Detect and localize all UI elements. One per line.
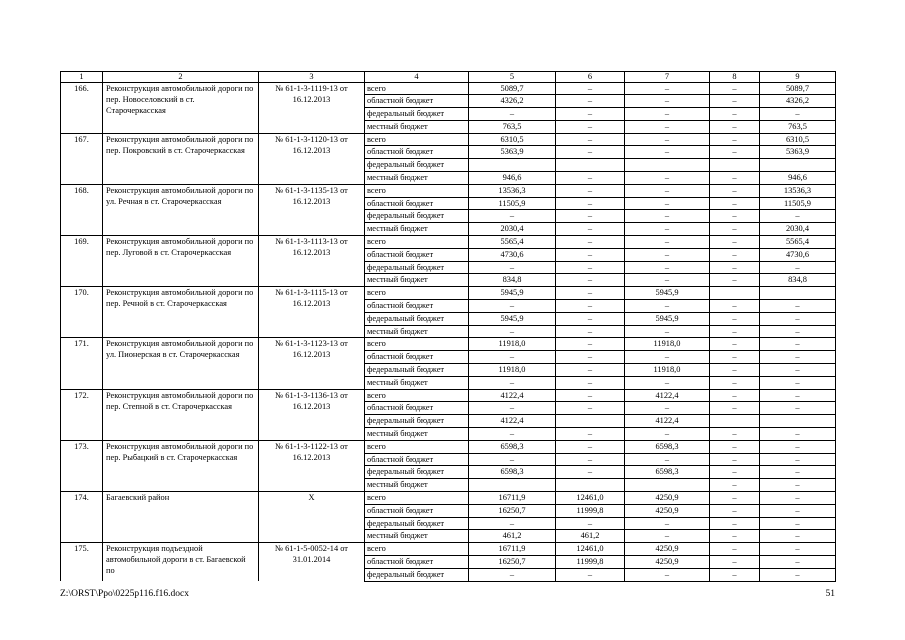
document-number: № 61-1-5-0052-14 от 31.01.2014 [259,543,365,581]
table-row [61,440,836,453]
value-cell: – [469,402,556,415]
value-cell: – [556,236,625,249]
value-cell: – [556,517,625,530]
funding-source: областной бюджет [365,146,469,159]
header-cell: 7 [625,72,710,83]
funding-source: местный бюджет [365,172,469,185]
funding-source: местный бюджет [365,274,469,287]
value-cell: – [556,312,625,325]
value-cell: – [760,210,836,223]
document-number: Х [259,492,365,543]
value-cell: – [625,108,710,121]
value-cell: – [710,95,760,108]
funding-source: местный бюджет [365,376,469,389]
value-cell: – [625,95,710,108]
table-row [61,184,836,197]
value-cell: – [469,568,556,581]
object-name: Реконструкция автомобильной дороги по ул. Речная в ст. Старочеркасская [103,184,259,235]
value-cell: 16250,7 [469,504,556,517]
value-cell: – [556,364,625,377]
value-cell [760,159,836,172]
header-row [61,72,836,83]
funding-source: федеральный бюджет [365,568,469,581]
value-cell: – [625,120,710,133]
value-cell: 16711,9 [469,543,556,556]
value-cell: – [625,197,710,210]
value-cell: – [556,440,625,453]
value-cell: 5089,7 [760,82,836,95]
value-cell: 6598,3 [469,440,556,453]
value-cell: – [556,568,625,581]
header-cell: 8 [710,72,760,83]
value-cell: – [710,300,760,313]
value-cell: – [556,95,625,108]
value-cell: – [556,184,625,197]
value-cell: – [760,440,836,453]
table-row [61,492,836,505]
value-cell: – [710,466,760,479]
table-row [61,236,836,249]
value-cell: – [469,517,556,530]
value-cell: – [710,389,760,402]
document-number: № 61-1-3-1135-13 от 16.12.2013 [259,184,365,235]
value-cell: – [760,479,836,492]
value-cell: 4122,4 [625,415,710,428]
value-cell: 2030,4 [760,223,836,236]
value-cell: – [556,133,625,146]
funding-source: местный бюджет [365,530,469,543]
value-cell: – [760,504,836,517]
row-number: 175. [61,543,103,581]
header-cell: 4 [365,72,469,83]
object-name: Реконструкция автомобильной дороги по пер. Покровский в ст. Старочеркасская [103,133,259,184]
value-cell: – [710,312,760,325]
value-cell: – [710,210,760,223]
value-cell: 6598,3 [625,440,710,453]
value-cell: – [710,236,760,249]
header-cell: 2 [103,72,259,83]
value-cell: – [556,146,625,159]
value-cell: – [710,517,760,530]
value-cell: – [556,376,625,389]
footer-file-path: Z:\ORST\Ppo\0225p116.f16.docx [60,589,189,599]
value-cell: 946,6 [760,172,836,185]
value-cell: – [760,300,836,313]
funding-source: всего [365,389,469,402]
value-cell: – [710,555,760,568]
value-cell [760,287,836,300]
value-cell: 4122,4 [469,389,556,402]
value-cell: 4326,2 [760,95,836,108]
funding-source: всего [365,287,469,300]
value-cell: – [625,530,710,543]
funding-source: областной бюджет [365,95,469,108]
table-row [61,543,836,556]
value-cell: 5363,9 [469,146,556,159]
value-cell [469,159,556,172]
value-cell: 11918,0 [469,338,556,351]
value-cell: 4250,9 [625,555,710,568]
value-cell: – [556,325,625,338]
value-cell: – [625,261,710,274]
value-cell: – [760,325,836,338]
funding-source: областной бюджет [365,197,469,210]
value-cell [710,287,760,300]
funding-source: всего [365,236,469,249]
value-cell: 4122,4 [469,415,556,428]
value-cell: – [556,274,625,287]
value-cell: – [710,440,760,453]
funding-source: областной бюджет [365,248,469,261]
value-cell: – [625,376,710,389]
value-cell: 2030,4 [469,223,556,236]
value-cell: 11999,8 [556,555,625,568]
value-cell: 834,8 [469,274,556,287]
value-cell: 4730,6 [469,248,556,261]
value-cell: – [760,389,836,402]
funding-source: всего [365,440,469,453]
document-number: № 61-1-3-1123-13 от 16.12.2013 [259,338,365,389]
value-cell: 13536,3 [469,184,556,197]
value-cell: – [710,184,760,197]
value-cell: 11505,9 [469,197,556,210]
value-cell: – [556,197,625,210]
value-cell: – [760,428,836,441]
value-cell: 4250,9 [625,492,710,505]
document-number: № 61-1-3-1113-13 от 16.12.2013 [259,236,365,287]
funding-source: федеральный бюджет [365,210,469,223]
object-name: Реконструкция автомобильной дороги по пер. Новоселовский в ст. Старочеркасская [103,82,259,133]
value-cell: – [710,172,760,185]
value-cell: 12461,0 [556,543,625,556]
value-cell: 5945,9 [625,312,710,325]
value-cell: – [760,402,836,415]
header-cell: 6 [556,72,625,83]
funding-source: областной бюджет [365,351,469,364]
funding-source: местный бюджет [365,479,469,492]
funding-source: федеральный бюджет [365,415,469,428]
value-cell: 5089,7 [469,82,556,95]
value-cell: – [760,466,836,479]
value-cell: – [625,517,710,530]
value-cell: 6310,5 [469,133,556,146]
value-cell: 5363,9 [760,146,836,159]
value-cell: – [710,453,760,466]
funding-source: всего [365,338,469,351]
value-cell: – [625,223,710,236]
value-cell: – [710,248,760,261]
value-cell: – [710,133,760,146]
value-cell: – [625,146,710,159]
funding-source: всего [365,82,469,95]
value-cell: – [760,492,836,505]
value-cell: – [556,210,625,223]
value-cell: – [710,504,760,517]
value-cell: – [760,108,836,121]
value-cell: – [625,568,710,581]
value-cell: 16250,7 [469,555,556,568]
value-cell: 6598,3 [469,466,556,479]
funding-source: всего [365,492,469,505]
value-cell: 5945,9 [625,287,710,300]
value-cell [625,159,710,172]
funding-source: областной бюджет [365,300,469,313]
value-cell: – [469,351,556,364]
value-cell: 763,5 [760,120,836,133]
row-number: 172. [61,389,103,440]
document-number: № 61-1-3-1119-13 от 16.12.2013 [259,82,365,133]
object-name: Реконструкция автомобильной дороги по пер. Речной в ст. Старочеркасская [103,287,259,338]
row-number: 174. [61,492,103,543]
value-cell: – [760,364,836,377]
value-cell: – [625,300,710,313]
value-cell: – [469,210,556,223]
document-number: № 61-1-3-1136-13 от 16.12.2013 [259,389,365,440]
value-cell: – [469,300,556,313]
value-cell: – [710,261,760,274]
funding-source: областной бюджет [365,402,469,415]
value-cell: 11918,0 [625,338,710,351]
value-cell: – [556,287,625,300]
value-cell: 4122,4 [625,389,710,402]
value-cell: – [760,543,836,556]
value-cell: – [710,492,760,505]
table-row [61,338,836,351]
table-row [61,389,836,402]
value-cell: – [556,389,625,402]
funding-source: областной бюджет [365,555,469,568]
object-name: Реконструкция автомобильной дороги по пер. Луговой в ст. Старочеркасская [103,236,259,287]
value-cell: – [625,248,710,261]
value-cell: – [710,376,760,389]
value-cell: 5565,4 [469,236,556,249]
value-cell: 4250,9 [625,543,710,556]
table-row [61,133,836,146]
row-number: 166. [61,82,103,133]
value-cell [710,159,760,172]
value-cell: – [469,453,556,466]
value-cell: – [710,568,760,581]
value-cell [625,479,710,492]
value-cell: 11918,0 [469,364,556,377]
table-row [61,82,836,95]
value-cell: – [556,338,625,351]
value-cell: – [760,261,836,274]
value-cell: – [710,82,760,95]
value-cell: – [625,402,710,415]
value-cell: 946,6 [469,172,556,185]
value-cell: – [710,479,760,492]
value-cell: – [625,210,710,223]
footer-page-number: 51 [825,589,835,599]
funding-source: областной бюджет [365,504,469,517]
row-number: 169. [61,236,103,287]
value-cell: – [710,120,760,133]
value-cell: – [760,555,836,568]
value-cell: – [710,146,760,159]
value-cell: – [710,428,760,441]
value-cell: – [710,530,760,543]
value-cell: – [710,338,760,351]
budget-table [60,71,836,582]
value-cell: – [710,274,760,287]
funding-source: федеральный бюджет [365,261,469,274]
object-name: Багаевский район [103,492,259,543]
value-cell [760,415,836,428]
row-number: 168. [61,184,103,235]
value-cell: 5565,4 [760,236,836,249]
header-cell: 3 [259,72,365,83]
value-cell: – [760,312,836,325]
value-cell: – [625,236,710,249]
value-cell [469,479,556,492]
funding-source: всего [365,133,469,146]
value-cell: – [760,453,836,466]
object-name: Реконструкция автомобильной дороги по пер. Степной в ст. Старочеркасская [103,389,259,440]
value-cell: – [760,351,836,364]
funding-source: местный бюджет [365,120,469,133]
value-cell: – [556,466,625,479]
value-cell: – [556,120,625,133]
value-cell: – [625,82,710,95]
value-cell: – [710,108,760,121]
document-number: № 61-1-3-1120-13 от 16.12.2013 [259,133,365,184]
object-name: Реконструкция подъездной автомобильной дороги в ст. Багаевской по [103,543,259,581]
value-cell: – [760,376,836,389]
value-cell: 4250,9 [625,504,710,517]
value-cell: 461,2 [556,530,625,543]
value-cell: 5945,9 [469,312,556,325]
value-cell: – [556,248,625,261]
row-number: 171. [61,338,103,389]
funding-source: местный бюджет [365,223,469,236]
value-cell: – [625,351,710,364]
value-cell: – [625,172,710,185]
value-cell: – [760,568,836,581]
value-cell: – [760,517,836,530]
value-cell [710,415,760,428]
value-cell: 16711,9 [469,492,556,505]
value-cell: – [625,428,710,441]
value-cell: – [710,402,760,415]
funding-source: местный бюджет [365,428,469,441]
value-cell: 13536,3 [760,184,836,197]
value-cell: 11505,9 [760,197,836,210]
value-cell: – [556,453,625,466]
value-cell: – [469,261,556,274]
value-cell: – [556,261,625,274]
row-number: 170. [61,287,103,338]
header-cell: 1 [61,72,103,83]
value-cell: – [469,325,556,338]
value-cell [556,159,625,172]
value-cell: – [469,108,556,121]
value-cell: – [710,351,760,364]
value-cell [556,479,625,492]
value-cell: – [760,338,836,351]
funding-source: федеральный бюджет [365,517,469,530]
value-cell: 11999,8 [556,504,625,517]
value-cell: – [625,133,710,146]
row-number: 167. [61,133,103,184]
value-cell: 12461,0 [556,492,625,505]
funding-source: федеральный бюджет [365,159,469,172]
object-name: Реконструкция автомобильной дороги по пер. Рыбацкий в ст. Старочеркасская [103,440,259,491]
table-body [61,72,836,582]
value-cell: – [556,108,625,121]
value-cell: 5945,9 [469,287,556,300]
funding-source: областной бюджет [365,453,469,466]
document-number: № 61-1-3-1115-13 от 16.12.2013 [259,287,365,338]
value-cell: 834,8 [760,274,836,287]
value-cell [556,415,625,428]
value-cell: – [556,223,625,236]
value-cell: 6310,5 [760,133,836,146]
document-number: № 61-1-3-1122-13 от 16.12.2013 [259,440,365,491]
value-cell: – [556,402,625,415]
funding-source: всего [365,184,469,197]
funding-source: местный бюджет [365,325,469,338]
value-cell: 763,5 [469,120,556,133]
value-cell: 4326,2 [469,95,556,108]
value-cell: – [625,453,710,466]
value-cell: – [710,543,760,556]
value-cell: – [469,428,556,441]
funding-source: всего [365,543,469,556]
value-cell: – [556,300,625,313]
value-cell: – [710,197,760,210]
value-cell: – [469,376,556,389]
value-cell: – [625,325,710,338]
value-cell: – [556,82,625,95]
funding-source: федеральный бюджет [365,108,469,121]
value-cell: – [710,223,760,236]
value-cell: – [556,428,625,441]
value-cell: 11918,0 [625,364,710,377]
header-cell: 5 [469,72,556,83]
value-cell: – [710,325,760,338]
value-cell: 461,2 [469,530,556,543]
table-row [61,287,836,300]
value-cell: – [625,274,710,287]
value-cell: – [556,172,625,185]
object-name: Реконструкция автомобильной дороги по ул. Пионерская в ст. Старочеркасская [103,338,259,389]
funding-source: федеральный бюджет [365,466,469,479]
value-cell: – [710,364,760,377]
value-cell: – [760,530,836,543]
funding-source: федеральный бюджет [365,312,469,325]
value-cell: – [625,184,710,197]
header-cell: 9 [760,72,836,83]
value-cell: 6598,3 [625,466,710,479]
value-cell: 4730,6 [760,248,836,261]
funding-source: федеральный бюджет [365,364,469,377]
row-number: 173. [61,440,103,491]
value-cell: – [556,351,625,364]
